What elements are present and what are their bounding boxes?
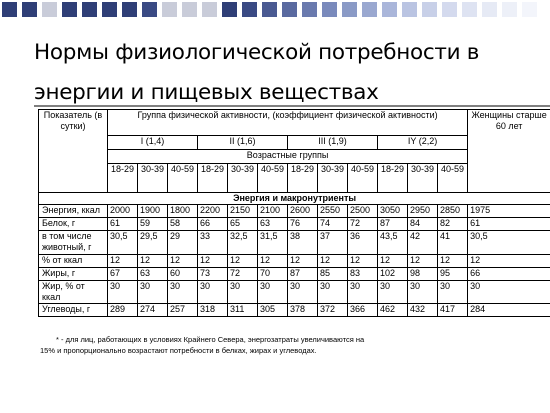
value-cell: 289 [108, 304, 138, 317]
decor-square [322, 2, 337, 17]
header-decoration [0, 0, 550, 22]
value-cell: 38 [288, 231, 318, 255]
value-cell: 66 [468, 268, 550, 281]
decor-square [102, 2, 117, 17]
age-cell: 40-59 [438, 164, 468, 193]
table-row [39, 231, 550, 255]
decor-square [222, 2, 237, 17]
row-label: Энергия, ккал [39, 205, 108, 218]
decor-square [142, 2, 157, 17]
value-cell: 32,5 [228, 231, 258, 255]
footnote-line-1: * - для лиц, работающих в условиях Крайнего Севера, энергозатраты увеличиваются на [56, 335, 365, 344]
value-cell: 41 [438, 231, 468, 255]
value-cell: 12 [228, 255, 258, 268]
value-cell: 2850 [438, 205, 468, 218]
decor-square [302, 2, 317, 17]
header-indicator: Показатель (в сутки) [39, 110, 108, 193]
row-label: Жиры, г [39, 268, 108, 281]
value-cell: 87 [288, 268, 318, 281]
value-cell: 2600 [288, 205, 318, 218]
decor-square [522, 2, 537, 17]
value-cell: 30 [468, 281, 550, 304]
decor-square [162, 2, 177, 17]
value-cell: 83 [348, 268, 378, 281]
value-cell: 30 [348, 281, 378, 304]
decor-square [122, 2, 137, 17]
value-cell: 12 [138, 255, 168, 268]
title-divider [34, 105, 550, 107]
value-cell: 72 [228, 268, 258, 281]
decor-square [462, 2, 477, 17]
value-cell: 63 [258, 218, 288, 231]
decor-square [402, 2, 417, 17]
value-cell: 305 [258, 304, 288, 317]
value-cell: 284 [468, 304, 550, 317]
age-cell: 40-59 [348, 164, 378, 193]
decor-square [482, 2, 497, 17]
value-cell: 3050 [378, 205, 408, 218]
age-cell: 30-39 [228, 164, 258, 193]
value-cell: 29 [168, 231, 198, 255]
decor-square [182, 2, 197, 17]
value-cell: 257 [168, 304, 198, 317]
group-cell: I (1,4) [108, 136, 198, 150]
value-cell: 59 [138, 218, 168, 231]
decor-square [262, 2, 277, 17]
value-cell: 30 [108, 281, 138, 304]
footnote [40, 334, 510, 356]
decor-square [42, 2, 57, 17]
age-cell: 30-39 [408, 164, 438, 193]
value-cell: 2500 [348, 205, 378, 218]
decor-square [62, 2, 77, 17]
decor-square [22, 2, 37, 17]
age-cell: 18-29 [378, 164, 408, 193]
value-cell: 61 [108, 218, 138, 231]
value-cell: 30 [318, 281, 348, 304]
value-cell: 2200 [198, 205, 228, 218]
row-label: Жир, % от ккал [39, 281, 108, 304]
decor-square [382, 2, 397, 17]
age-cell: 18-29 [288, 164, 318, 193]
value-cell: 102 [378, 268, 408, 281]
table-row [39, 304, 550, 317]
value-cell: 30 [198, 281, 228, 304]
value-cell: 72 [348, 218, 378, 231]
group-cell: III (1,9) [288, 136, 378, 150]
decor-square [502, 2, 517, 17]
value-cell: 76 [288, 218, 318, 231]
table-row [39, 218, 550, 231]
value-cell: 30 [408, 281, 438, 304]
age-cell: 18-29 [108, 164, 138, 193]
row-label: Белок, г [39, 218, 108, 231]
value-cell: 372 [318, 304, 348, 317]
value-cell: 274 [138, 304, 168, 317]
decor-square [362, 2, 377, 17]
decor-square [242, 2, 257, 17]
value-cell: 12 [288, 255, 318, 268]
value-cell: 2150 [228, 205, 258, 218]
value-cell: 42 [408, 231, 438, 255]
value-cell: 30,5 [108, 231, 138, 255]
footnote-line-2: 15% и пропорционально возрастают потребности в белках, жирах и углеводах. [40, 346, 317, 355]
value-cell: 366 [348, 304, 378, 317]
value-cell: 318 [198, 304, 228, 317]
value-cell: 30,5 [468, 231, 550, 255]
value-cell: 432 [408, 304, 438, 317]
value-cell: 82 [438, 218, 468, 231]
title-line-2: энергии и пищевых веществах [34, 80, 379, 105]
value-cell: 1900 [138, 205, 168, 218]
value-cell: 12 [378, 255, 408, 268]
value-cell: 12 [438, 255, 468, 268]
value-cell: 30 [258, 281, 288, 304]
value-cell: 30 [438, 281, 468, 304]
value-cell: 37 [318, 231, 348, 255]
value-cell: 87 [378, 218, 408, 231]
page-title [34, 33, 534, 113]
value-cell: 30 [378, 281, 408, 304]
value-cell: 63 [138, 268, 168, 281]
value-cell: 58 [168, 218, 198, 231]
nutrition-norms-table [38, 109, 550, 317]
decor-square [282, 2, 297, 17]
value-cell: 417 [438, 304, 468, 317]
value-cell: 67 [108, 268, 138, 281]
value-cell: 12 [348, 255, 378, 268]
section-label: Энергия и макронутриенты [39, 193, 550, 205]
value-cell: 12 [168, 255, 198, 268]
value-cell: 98 [408, 268, 438, 281]
value-cell: 378 [288, 304, 318, 317]
value-cell: 12 [258, 255, 288, 268]
header-activity-group: Группа физической активности, (коэффициент физической активности) [108, 110, 468, 136]
section-row [39, 193, 550, 205]
decor-square [202, 2, 217, 17]
decor-square [422, 2, 437, 17]
table-header-row [39, 110, 550, 136]
value-cell: 70 [258, 268, 288, 281]
group-cell: IY (2,2) [378, 136, 468, 150]
value-cell: 311 [228, 304, 258, 317]
age-cell: 30-39 [138, 164, 168, 193]
age-cell: 18-29 [198, 164, 228, 193]
table-row [39, 281, 550, 304]
row-label: % от ккал [39, 255, 108, 268]
decor-square [82, 2, 97, 17]
value-cell: 66 [198, 218, 228, 231]
value-cell: 30 [138, 281, 168, 304]
table-row [39, 268, 550, 281]
decor-square [442, 2, 457, 17]
decor-square [342, 2, 357, 17]
value-cell: 2000 [108, 205, 138, 218]
value-cell: 30 [168, 281, 198, 304]
value-cell: 85 [318, 268, 348, 281]
table-row [39, 255, 550, 268]
value-cell: 2950 [408, 205, 438, 218]
value-cell: 2100 [258, 205, 288, 218]
age-cell: 40-59 [258, 164, 288, 193]
value-cell: 12 [468, 255, 550, 268]
value-cell: 84 [408, 218, 438, 231]
value-cell: 12 [108, 255, 138, 268]
value-cell: 462 [378, 304, 408, 317]
value-cell: 73 [198, 268, 228, 281]
value-cell: 30 [288, 281, 318, 304]
value-cell: 1800 [168, 205, 198, 218]
value-cell: 31,5 [258, 231, 288, 255]
row-label: Углеводы, г [39, 304, 108, 317]
value-cell: 61 [468, 218, 550, 231]
value-cell: 95 [438, 268, 468, 281]
age-cell: 30-39 [318, 164, 348, 193]
value-cell: 29,5 [138, 231, 168, 255]
row-label: в том числе животный, г [39, 231, 108, 255]
value-cell: 2550 [318, 205, 348, 218]
header-women-60: Женщины старше 60 лет [468, 110, 550, 193]
value-cell: 74 [318, 218, 348, 231]
value-cell: 36 [348, 231, 378, 255]
value-cell: 43,5 [378, 231, 408, 255]
value-cell: 1975 [468, 205, 550, 218]
age-cell: 40-59 [168, 164, 198, 193]
group-cell: II (1,6) [198, 136, 288, 150]
value-cell: 12 [408, 255, 438, 268]
value-cell: 30 [228, 281, 258, 304]
value-cell: 33 [198, 231, 228, 255]
decor-square [2, 2, 17, 17]
value-cell: 12 [198, 255, 228, 268]
title-line-1: Нормы физиологической потребности в [34, 40, 480, 65]
value-cell: 60 [168, 268, 198, 281]
value-cell: 65 [228, 218, 258, 231]
value-cell: 12 [318, 255, 348, 268]
table-row [39, 205, 550, 218]
age-groups-label: Возрастные группы [108, 150, 468, 164]
